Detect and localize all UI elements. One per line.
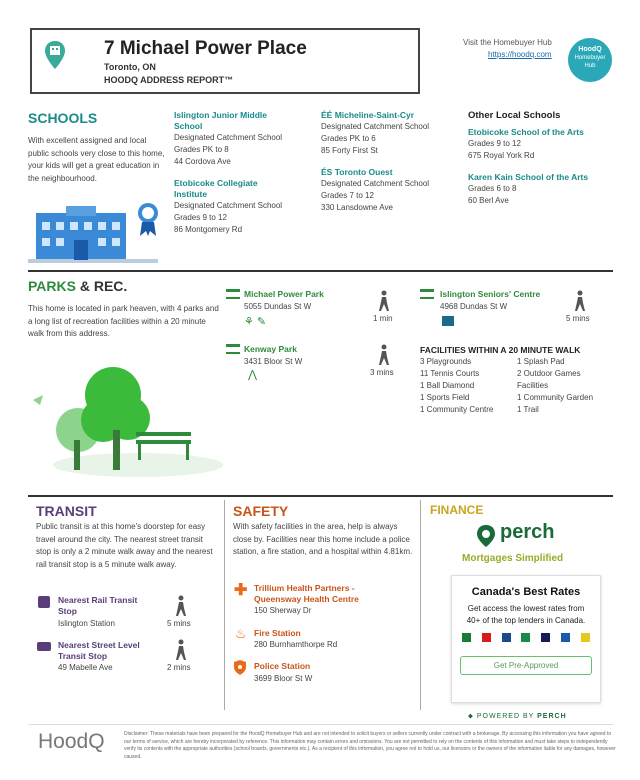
get-pre-approved-button[interactable]: Get Pre-Approved (460, 656, 592, 675)
bus-icon (37, 642, 51, 651)
schools-title: SCHOOLS (28, 110, 98, 126)
school-2-name[interactable]: Etobicoke Collegiate Institute (174, 178, 258, 199)
lender-logo-icon (541, 633, 550, 642)
school-6-address: 60 Berl Ave (468, 196, 509, 205)
school-1-address: 44 Cordova Ave (174, 157, 231, 166)
park-2-address: 3431 Bloor St W (244, 357, 303, 366)
parks-desc: This home is located in park heaven, with 4 parks and a long list of recreation facilities within a 20 minute walk from this address. (28, 304, 219, 338)
police-station-address: 3699 Bloor St W (254, 674, 313, 683)
footer-divider (28, 724, 613, 725)
safety-title: SAFETY (233, 503, 289, 519)
badge-line1: HoodQ (578, 46, 602, 53)
facility-item: 1 Splash Pad (517, 357, 565, 366)
walker-icon (174, 639, 188, 661)
perch-brand: perch (500, 521, 555, 543)
powered-by (468, 713, 567, 721)
swing-icon: ⋀ (248, 369, 258, 381)
school-6-grades: Grades 6 to 8 (468, 184, 517, 193)
school-4-name[interactable]: ÉS Toronto Ouest (321, 167, 393, 177)
powered-label: POWERED BY (476, 713, 535, 720)
rail-stop-address: Islington Station (58, 619, 115, 628)
perch-logo-icon (476, 524, 496, 548)
facilities-col-2 (517, 356, 593, 416)
walker-icon (377, 290, 391, 312)
rates-card-title: Canada's Best Rates (471, 586, 581, 598)
powered-brand: PERCH (537, 713, 567, 720)
school-column-3 (468, 110, 618, 207)
facility-item: 1 Community Centre (420, 405, 494, 414)
lender-logo-icon (521, 633, 530, 642)
facility-item: 3 Playgrounds (420, 357, 472, 366)
school-illustration (28, 198, 163, 263)
playground-icon: ⚘ ✎ (244, 316, 267, 328)
lender-logo-icon (482, 633, 491, 642)
park-3-name: Islington Seniors' Centre (440, 289, 541, 299)
park-1-walk: 1 min (373, 314, 393, 323)
park-bench-icon (226, 289, 240, 299)
lender-logo-icon (462, 633, 471, 642)
park-3-address: 4968 Dundas St W (440, 302, 508, 311)
community-centre-icon (420, 289, 434, 299)
rates-card-text: Get access the lowest rates from 40+ of the top lenders in Canada. (466, 604, 586, 625)
park-illustration (28, 340, 223, 480)
building-icon (442, 316, 454, 326)
divider-safety-finance (420, 500, 421, 710)
divider-schools (28, 270, 613, 272)
other-schools-title: Other Local Schools (468, 110, 561, 121)
park-3-walk: 5 mins (566, 314, 590, 323)
school-column-1 (174, 110, 314, 236)
lender-logo-icon (561, 633, 570, 642)
divider-parks (28, 495, 613, 497)
fire-icon: ♨ (235, 626, 247, 641)
school-1-grades: Grades PK to 8 (174, 145, 229, 154)
report-label: HOODQ ADDRESS REPORT™ (104, 75, 234, 85)
walker-icon (377, 344, 391, 366)
school-column-2 (321, 110, 461, 214)
parks-title-a: PARKS (28, 278, 76, 294)
badge-line2: Homebuyer (574, 55, 606, 61)
perch-tagline: Mortgages Simplified (462, 553, 564, 564)
park-2-walk: 3 mins (370, 368, 394, 377)
hospital-name[interactable]: Trillium Health Partners - Queensway Health Centre (254, 583, 359, 604)
police-station-name[interactable]: Police Station (254, 661, 311, 671)
park-bench-icon (226, 344, 240, 354)
school-1-name[interactable]: Islington Junior Middle School (174, 110, 268, 131)
school-2-address: 86 Montgomery Rd (174, 225, 243, 234)
rates-card (451, 575, 601, 703)
parks-title (28, 278, 127, 294)
street-stop-walk: 2 mins (167, 663, 191, 672)
rail-stop-name[interactable]: Nearest Rail Transit Stop (58, 595, 138, 616)
school-1-type: Designated Catchment School (174, 133, 283, 142)
park-2-name: Kenway Park (244, 344, 297, 354)
school-6-name[interactable]: Karen Kain School of the Arts (468, 172, 589, 182)
school-3-grades: Grades PK to 6 (321, 134, 376, 143)
facility-item: 1 Community Garden (517, 393, 594, 402)
lender-logo-icon (502, 633, 511, 642)
transit-title: TRANSIT (36, 503, 97, 519)
school-4-type: Designated Catchment School (321, 179, 430, 188)
hub-link[interactable]: https://hoodq.com (488, 50, 552, 59)
school-3-address: 85 Forty First St (321, 146, 378, 155)
facility-item: 1 Ball Diamond (420, 381, 475, 390)
street-stop-address: 49 Mabelle Ave (58, 663, 113, 672)
safety-desc: With safety facilities in the area, help is always close by. Facilities near this home include a police station, a fire station, and a hospital within 4.81km. (233, 522, 413, 556)
walker-icon (573, 290, 587, 312)
school-4-address: 330 Lansdowne Ave (321, 203, 393, 212)
disclaimer-text: Disclaimer: These materials have been prepared for the HoodQ Homebuyer Hub and are not intended to solicit buyers or sellers currently under contract with a brokerage. By accessing this information you have agreed to our terms of service, which are hereby incorporated by reference. This information may contain errors and omissions. You are not permitted to rely on the contents of this information and must take steps to independently verify its contents with the appropriate authorities (school boards, governments etc.). As a recipient of this information, you agree not to hold us, our licensors or the owners of the information liable for any damages, however caused. (124, 731, 616, 760)
badge-line3: Hub (584, 63, 596, 69)
school-3-name[interactable]: ÉÉ Micheline-Saint-Cyr (321, 110, 415, 120)
hospital-icon: ✚ (234, 582, 248, 599)
facility-item: 2 Outdoor Games (517, 369, 581, 378)
fire-station-name[interactable]: Fire Station (254, 628, 301, 638)
hub-label: Visit the Homebuyer Hub (463, 38, 552, 47)
hoodq-logo: HoodQ (38, 730, 105, 753)
police-shield-icon (234, 660, 246, 675)
finance-title: FINANCE (430, 503, 484, 517)
facility-item: Facilities (517, 381, 549, 390)
fire-station-address: 280 Burnhamthorpe Rd (254, 640, 338, 649)
walker-icon (174, 595, 188, 617)
facility-item: 1 Sports Field (420, 393, 470, 402)
school-4-grades: Grades 7 to 12 (321, 191, 374, 200)
school-3-type: Designated Catchment School (321, 122, 430, 131)
city-label: Toronto, ON (104, 62, 156, 72)
hub-badge[interactable] (568, 38, 612, 82)
header-box (30, 28, 420, 94)
facility-item: 11 Tennis Courts (420, 369, 480, 378)
lender-logos (452, 627, 600, 642)
lender-logo-icon (581, 633, 590, 642)
hospital-address: 150 Sherway Dr (254, 606, 312, 615)
train-icon (38, 596, 50, 608)
park-1-address: 5055 Dundas St W (244, 302, 312, 311)
divider-transit-safety (224, 500, 225, 710)
street-stop-name[interactable]: Nearest Street Level Transit Stop (58, 640, 140, 661)
rail-stop-walk: 5 mins (167, 619, 191, 628)
school-5-name[interactable]: Etobicoke School of the Arts (468, 127, 584, 137)
address-title: 7 Michael Power Place (104, 38, 307, 59)
location-pin-icon (44, 40, 66, 70)
facilities-col-1 (420, 356, 493, 416)
transit-desc: Public transit is at this home's doorstep for easy travel around the city. The nearest street transit stop is only a 2 minute walk away and the nearest rail transit stop is a 5 minute walk away. (36, 522, 213, 569)
school-5-address: 675 Royal York Rd (468, 151, 535, 160)
school-2-grades: Grades 9 to 12 (174, 213, 227, 222)
school-5-grades: Grades 9 to 12 (468, 139, 521, 148)
parks-title-b: & REC. (75, 278, 128, 294)
park-1-name: Michael Power Park (244, 289, 324, 299)
powered-pin-icon: ⬥ (468, 713, 474, 720)
schools-desc: With excellent assigned and local public schools very close to this home, your kids will get a great education in the neighbourhood. (28, 136, 165, 183)
facility-item: 1 Trail (517, 405, 539, 414)
facilities-title: FACILITIES WITHIN A 20 MINUTE WALK (420, 345, 581, 355)
school-2-type: Designated Catchment School (174, 201, 283, 210)
